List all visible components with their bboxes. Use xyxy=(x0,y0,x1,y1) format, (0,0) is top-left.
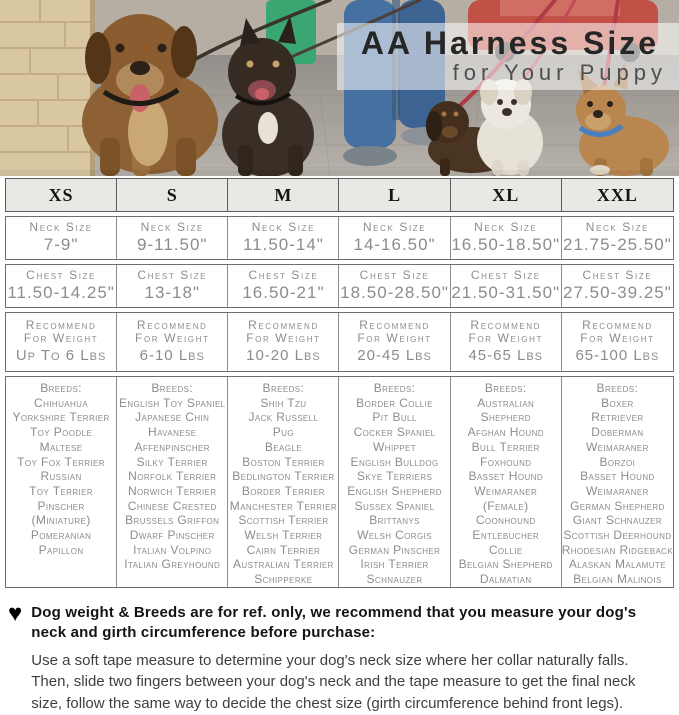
weight-value: 45-65 Lbs xyxy=(468,347,544,364)
breed-item: Rhodesian Ridgeback xyxy=(561,542,673,557)
breed-item: Jack Russell xyxy=(248,410,319,425)
breed-item: Basset Hound xyxy=(468,469,544,484)
brick-wall xyxy=(0,0,95,176)
neck-size-value: 7-9" xyxy=(43,235,79,254)
banner-bottom-shade xyxy=(0,170,679,176)
breed-item: Weimaraner xyxy=(585,439,649,454)
neck-size-cell xyxy=(339,217,450,259)
chest-size-cell xyxy=(451,265,562,307)
breed-item: Havanese xyxy=(148,425,197,440)
chest-size-value: 16.50-21" xyxy=(242,283,325,302)
breed-item: Toy Fox Terrier xyxy=(17,454,105,469)
breed-item: Dalmatian xyxy=(479,572,532,587)
neck-size-label: Neck Size xyxy=(29,220,93,234)
size-column-header: S xyxy=(117,179,228,211)
breed-item: Norfolk Terrier xyxy=(128,469,217,484)
size-table xyxy=(5,178,674,588)
breeds-cell xyxy=(562,377,673,587)
neck-size-value: 16.50-18.50" xyxy=(451,235,561,254)
weight-value: 6-10 Lbs xyxy=(139,347,205,364)
chest-size-cell xyxy=(339,265,450,307)
neck-size-cell xyxy=(228,217,339,259)
breed-item: English Bulldog xyxy=(350,454,439,469)
weight-value: Up To 6 Lbs xyxy=(15,347,107,364)
breed-item: English Shepherd xyxy=(347,483,442,498)
banner-title: AA Harness Size xyxy=(360,25,660,61)
footer-note xyxy=(0,592,679,715)
breed-item: Cocker Spaniel xyxy=(353,425,436,440)
breed-item: Alaskan Malamute xyxy=(568,557,666,572)
neck-size-label: Neck Size xyxy=(362,220,427,234)
breeds-label: Breeds: xyxy=(151,381,194,395)
breed-item: Italian Greyhound xyxy=(124,557,221,572)
chest-size-label: Chest Size xyxy=(582,268,653,282)
chest-size-value: 11.50-14.25" xyxy=(7,283,115,302)
chest-size-label: Chest Size xyxy=(26,268,96,282)
breeds-cell xyxy=(451,377,562,587)
breed-item: Dwarf Pinscher xyxy=(129,528,215,543)
banner-subtitle: for Your Puppy xyxy=(452,59,667,85)
heart-icon: ♥ xyxy=(8,600,23,627)
breed-item: English Toy Spaniel xyxy=(118,395,226,410)
breeds-label: Breeds: xyxy=(262,381,305,395)
weight-label-line1: Recommend xyxy=(25,318,97,332)
breed-item: Brittanys xyxy=(369,513,420,528)
breed-item: Border Collie xyxy=(356,395,433,410)
weight-label-line1: Recommend xyxy=(470,318,542,332)
breed-item: Belgian Shepherd xyxy=(458,557,553,572)
breed-item: Entlebucher xyxy=(472,528,540,543)
neck-size-cell xyxy=(562,217,673,259)
footer-heading: Dog weight & Breeds are for ref. only, we recommend that you measure your dog's neck and girth circumference before purchase: xyxy=(31,604,637,642)
weight-cell xyxy=(562,313,673,371)
weight-cell xyxy=(6,313,117,371)
breed-item: Weimaraner xyxy=(474,483,538,498)
breed-item: Maltese xyxy=(39,439,83,454)
breed-item: Silky Terrier xyxy=(136,454,208,469)
breed-item: Coonhound xyxy=(475,513,536,528)
chest-size-label: Chest Size xyxy=(470,268,541,282)
breed-item: Shih Tzu xyxy=(260,395,307,410)
breed-item: Pinscher xyxy=(37,498,85,513)
chest-size-cell xyxy=(117,265,228,307)
banner xyxy=(0,0,679,176)
breed-item: Afghan Hound xyxy=(467,425,544,440)
footer-text-block xyxy=(31,603,667,715)
breeds-cell xyxy=(339,377,450,587)
weight-cell xyxy=(451,313,562,371)
neck-size-label: Neck Size xyxy=(474,220,538,234)
breed-item: Beagle xyxy=(264,439,302,454)
chest-size-value: 18.50-28.50" xyxy=(340,283,449,302)
neck-size-label: Neck Size xyxy=(140,220,204,234)
breeds-label: Breeds: xyxy=(373,381,416,395)
neck-size-value: 11.50-14" xyxy=(242,235,324,254)
breed-item: Retriever xyxy=(591,410,644,425)
breed-item: Collie xyxy=(488,542,523,557)
breed-item: Australian Terrier xyxy=(233,557,334,572)
breed-item: Welsh Terrier xyxy=(244,528,323,543)
neck-size-cell xyxy=(6,217,117,259)
neck-size-cell xyxy=(117,217,228,259)
breed-item: Chinese Crested xyxy=(127,498,217,513)
weight-label-line1: Recommend xyxy=(136,318,208,332)
footer-body: Use a soft tape measure to determine your dog's neck size where her collar naturally falls. Then, slide two fingers between your dog's neck and the tape measure to get the final neck size, follow the same way to decide the chest size (girth circumference behind front legs). xyxy=(31,651,636,712)
breeds-label: Breeds: xyxy=(484,381,527,395)
neck-size-value: 14-16.50" xyxy=(353,235,436,254)
breed-item: Basset Hound xyxy=(580,469,655,484)
size-column-header: M xyxy=(228,179,339,211)
weight-label-line2: For Weight xyxy=(580,331,655,345)
breeds-cell xyxy=(6,377,117,587)
chest-size-cell xyxy=(6,265,117,307)
weight-label-line2: For Weight xyxy=(357,331,432,345)
chest-size-label: Chest Size xyxy=(137,268,208,282)
breed-item: Toy Terrier xyxy=(29,483,94,498)
breeds-label: Breeds: xyxy=(596,381,639,395)
neck-size-value: 9-11.50" xyxy=(137,235,208,254)
breed-item: Yorkshire Terrier xyxy=(12,410,110,425)
breed-item: Doberman xyxy=(591,425,644,440)
breed-item: Cairn Terrier xyxy=(246,542,321,557)
size-column-header: XS xyxy=(6,179,117,211)
chest-size-cell xyxy=(228,265,339,307)
breed-item: Chihuahua xyxy=(34,395,89,410)
chest-size-label: Chest Size xyxy=(248,268,319,282)
breed-item: Irish Terrier xyxy=(360,557,429,572)
breed-item: Pomeranian xyxy=(30,528,92,543)
breed-item: Bedlington Terrier xyxy=(232,469,335,484)
breed-item: Pit Bull xyxy=(372,410,417,425)
breed-item: Toy Poodle xyxy=(29,425,93,440)
breed-item: Skye Terriers xyxy=(356,469,433,484)
weight-label-line2: For Weight xyxy=(246,331,321,345)
breed-item: Welsh Corgis xyxy=(357,528,432,543)
size-column-header: XXL xyxy=(596,184,638,205)
weight-value: 10-20 Lbs xyxy=(246,347,321,364)
breed-item: Foxhound xyxy=(480,454,532,469)
breed-item: Border Terrier xyxy=(241,483,325,498)
breed-item: Schipperke xyxy=(254,572,313,587)
weight-label-line1: Recommend xyxy=(582,318,653,332)
weight-cell xyxy=(339,313,450,371)
breeds-label: Breeds: xyxy=(40,381,82,395)
chest-size-value: 21.50-31.50" xyxy=(451,283,561,302)
chest-size-value: 27.50-39.25" xyxy=(563,283,672,302)
weight-label-line2: For Weight xyxy=(23,331,99,345)
breed-item: Sussex Spaniel xyxy=(354,498,435,513)
title-band xyxy=(337,23,679,90)
weight-value: 65-100 Lbs xyxy=(575,347,660,364)
breed-item: (Female) xyxy=(482,498,529,513)
chest-size-row xyxy=(5,264,674,308)
breed-item: Papillon xyxy=(38,542,84,557)
breed-item: Schnauzer xyxy=(366,572,423,587)
breed-item: Boxer xyxy=(601,395,634,410)
breed-item: Shepherd xyxy=(480,410,531,425)
weight-cell xyxy=(117,313,228,371)
breed-item: Australian xyxy=(477,395,535,410)
breeds-cell xyxy=(117,377,228,587)
breed-item: Boston Terrier xyxy=(242,454,325,469)
breed-item: Bull Terrier xyxy=(471,439,540,454)
chest-size-label: Chest Size xyxy=(359,268,430,282)
neck-size-value: 21.75-25.50" xyxy=(563,235,672,254)
breed-item: Pug xyxy=(272,425,295,440)
breed-item: German Shepherd xyxy=(570,498,665,513)
breed-item: Borzoi xyxy=(599,454,636,469)
breed-item: Giant Schnauzer xyxy=(572,513,663,528)
breed-item: Weimaraner xyxy=(585,483,649,498)
weight-value: 20-45 Lbs xyxy=(357,347,432,364)
size-column-header: XL xyxy=(451,179,562,211)
breeds-cell xyxy=(228,377,339,587)
neck-size-cell xyxy=(451,217,562,259)
weight-label-line1: Recommend xyxy=(248,318,319,332)
weight-row xyxy=(5,312,674,372)
breed-item: Affenpinscher xyxy=(134,439,210,454)
weight-cell xyxy=(228,313,339,371)
neck-size-label: Neck Size xyxy=(585,220,650,234)
breed-item: Scottish Deerhound xyxy=(563,528,672,543)
chest-size-cell xyxy=(562,265,673,307)
breed-item: Norwich Terrier xyxy=(127,483,217,498)
breed-item: Brussels Griffon xyxy=(125,513,220,528)
breed-item: Scottish Terrier xyxy=(238,513,329,528)
neck-size-row xyxy=(5,216,674,260)
weight-label-line2: For Weight xyxy=(135,331,210,345)
chest-size-value: 13-18" xyxy=(144,283,200,302)
table-header-row xyxy=(5,178,674,212)
breed-item: Japanese Chin xyxy=(135,410,210,425)
breed-item: Belgian Malinois xyxy=(573,572,662,587)
size-column-header: L xyxy=(339,179,450,211)
breed-item: Manchester Terrier xyxy=(229,498,338,513)
weight-label-line2: For Weight xyxy=(468,331,543,345)
breed-item: Whippet xyxy=(373,439,417,454)
breed-item: Russian xyxy=(40,469,82,484)
weight-label-line1: Recommend xyxy=(359,318,430,332)
breed-item: (Miniature) xyxy=(31,513,91,528)
breeds-row xyxy=(5,376,674,588)
breed-item: German Pinscher xyxy=(348,542,441,557)
neck-size-label: Neck Size xyxy=(251,220,316,234)
breed-item: Italian Volpino xyxy=(133,542,212,557)
